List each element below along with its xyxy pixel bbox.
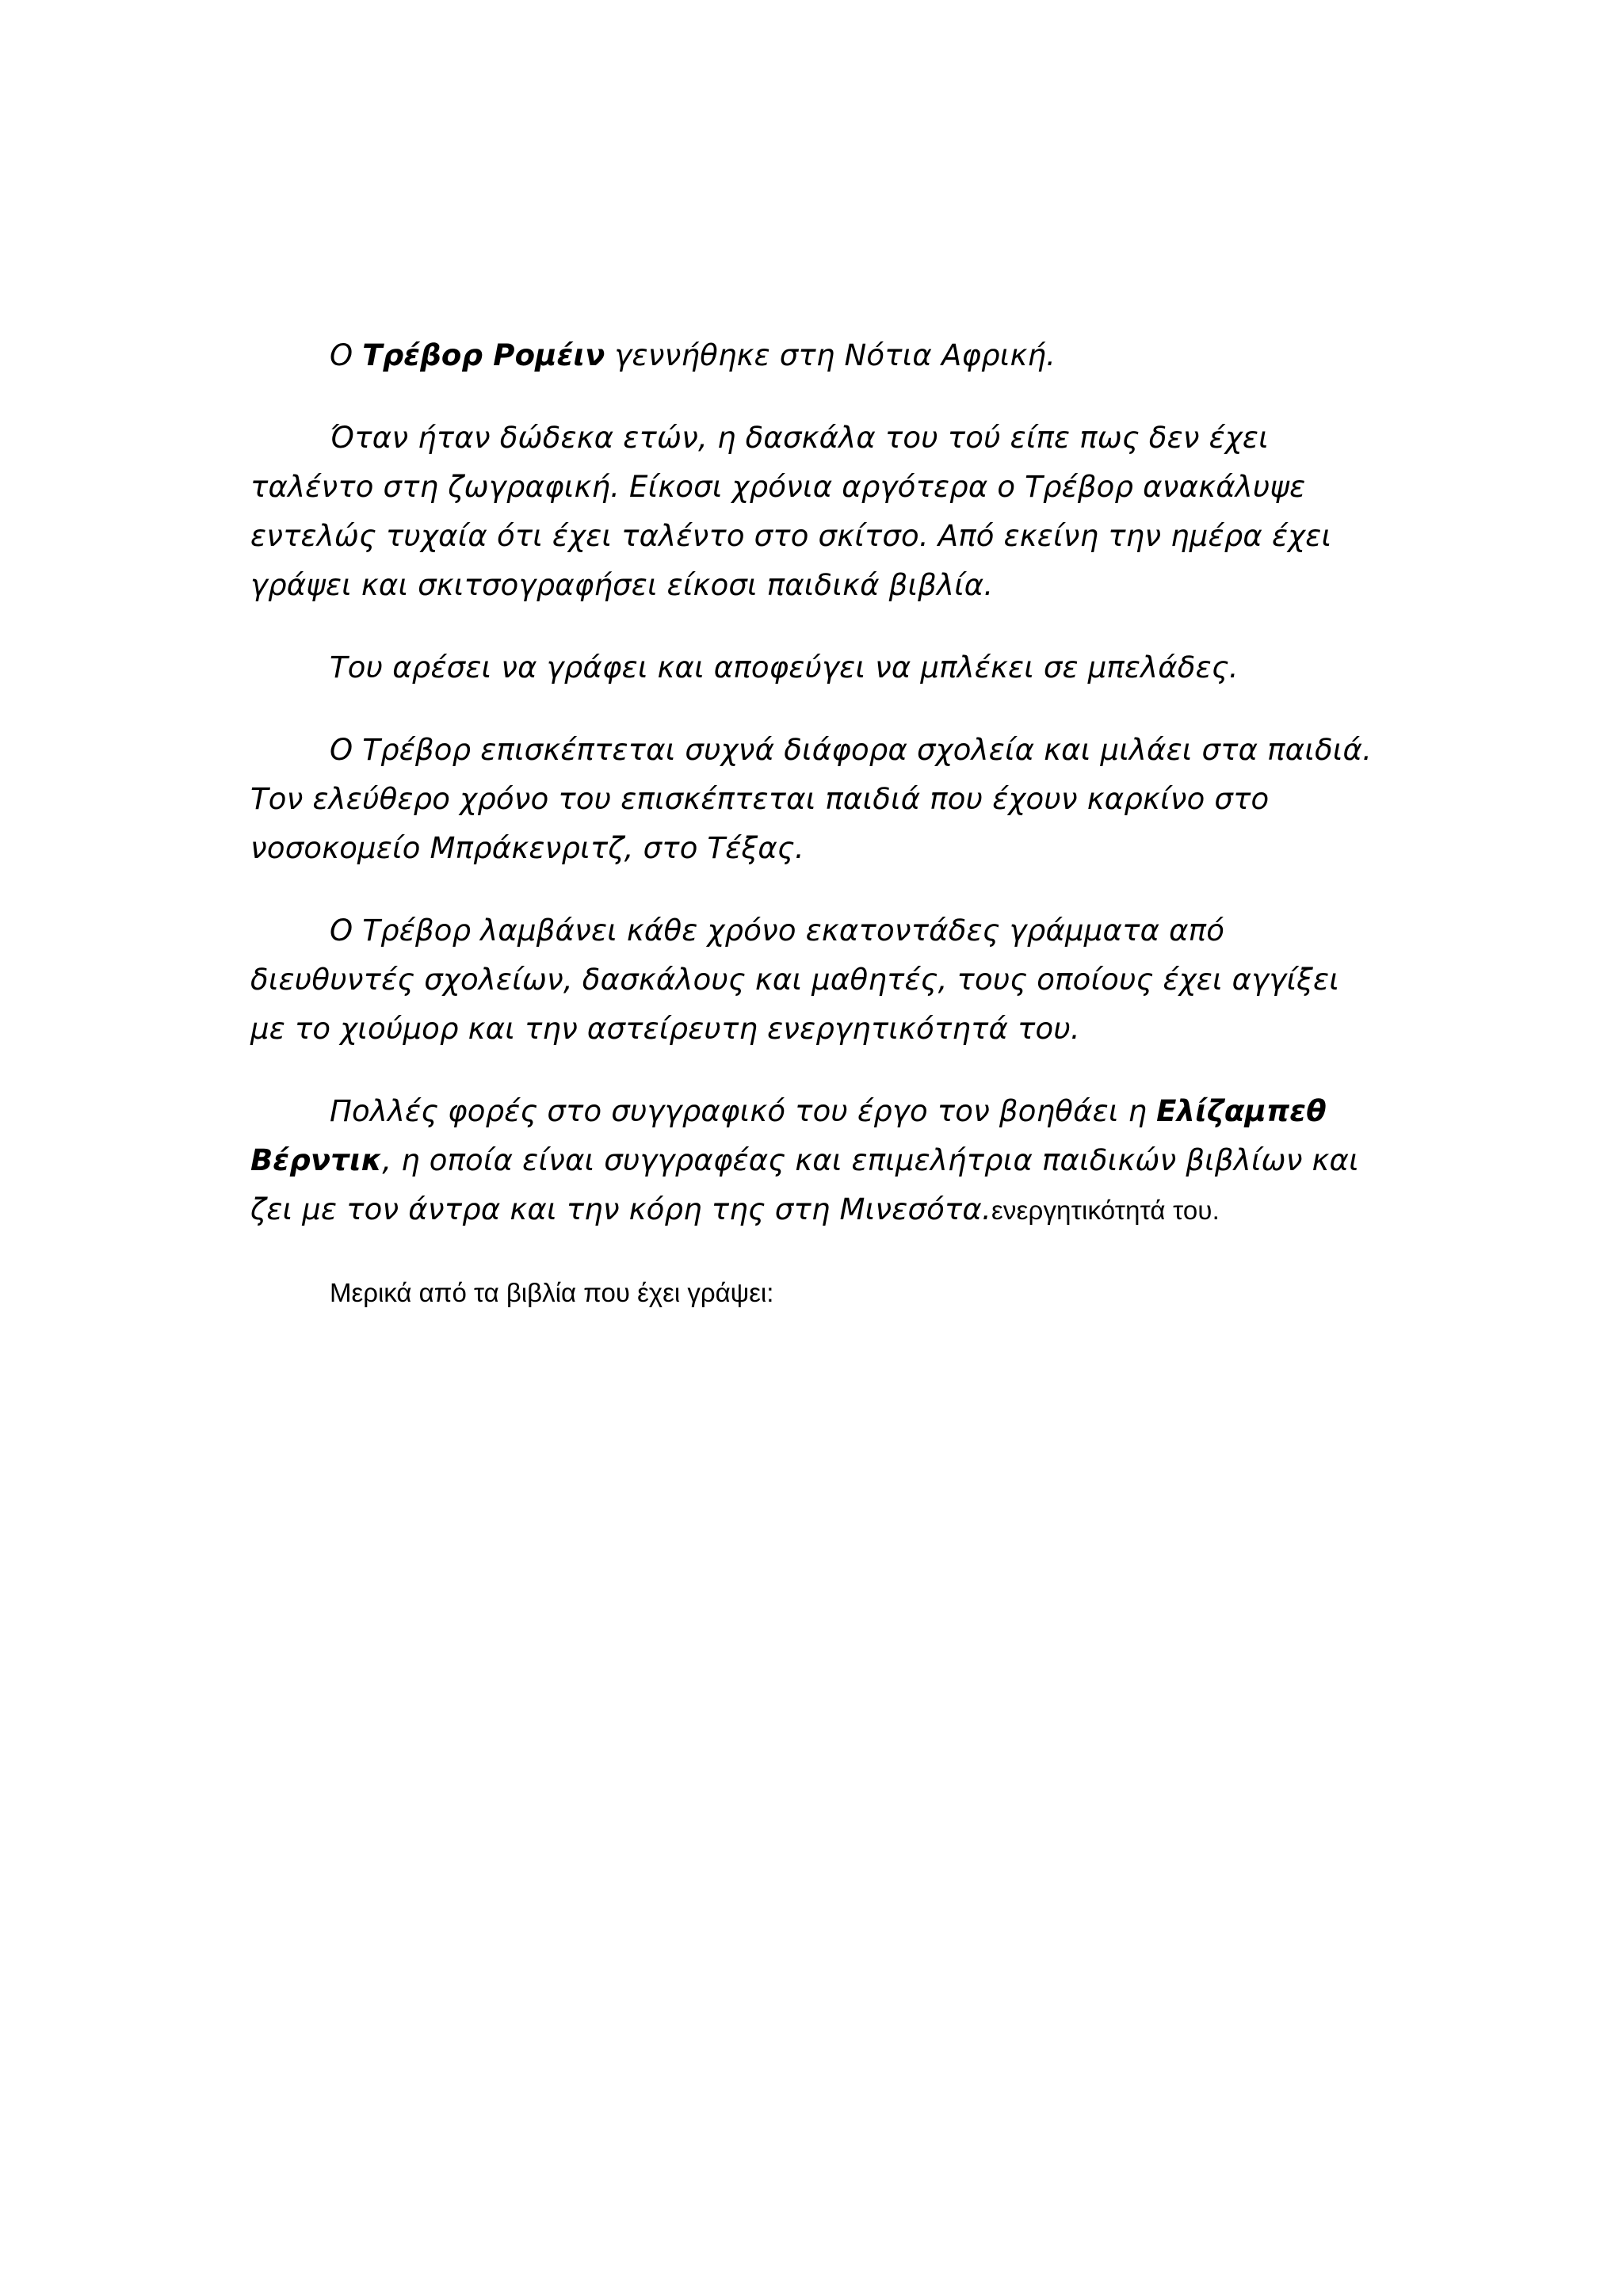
author-name: Τρέβορ Ρομέιν [362, 338, 605, 372]
collaborator-name: Ελίζαμπεθ Βέρντικ [250, 1094, 1327, 1177]
paragraph-collaborator-post: , η οποία είναι συγγραφέας και επιμελήτρια παιδικών βιβλίων και ζει με τον άντρα και την κόρη της στη Μινεσότα. [250, 1143, 1359, 1226]
paragraph-childhood: Όταν ήταν δώδεκα ετών, η δασκάλα του τού είπε πως δεν έχει ταλέντο στη ζωγραφική. Είκοσι χρόνια αργότερα ο Τρέβορ ανακάλυψε εντελώς τυχαία ότι έχει ταλέντο στο σκίτσο. Από εκείνη την ημέρα έχει γράψει και σκιτσογραφήσει είκοσι παιδικά βιβλία. [250, 421, 1332, 602]
paragraph-school-visits: Ο Τρέβορ επισκέπτεται συχνά διάφορα σχολεία και μιλάει στα παιδιά. Τον ελεύθερο χρόνο του επισκέπτεται παιδιά που έχουν καρκίνο στο νοσοκομείο Μπράκενριτζ, στο Τέξας. [250, 733, 1373, 865]
paragraph-birth-post: γεννήθηκε στη Νότια Αφρική. [605, 338, 1056, 372]
paragraph-likes: Του αρέσει να γράφει και αποφεύγει να μπλέκει σε μπελάδες. [330, 650, 1239, 685]
paragraph-birth-pre: Ο [330, 338, 363, 372]
paragraph-collaborator-pre: Πολλές φορές στο συγγραφικό του έργο τον βοηθάει η [330, 1094, 1157, 1128]
books-intro: Μερικά από τα βιβλία που έχει γράψει: [330, 1278, 774, 1307]
paragraph-birth [250, 331, 1376, 380]
document-body [250, 331, 1376, 1318]
paragraph-collaborator [250, 1087, 1376, 1235]
paragraph-collaborator-tail: ενεργητικότητά του. [991, 1196, 1220, 1225]
paragraph-letters: Ο Τρέβορ λαμβάνει κάθε χρόνο εκατοντάδες γράμματα από διευθυντές σχολείων, δασκάλους και μαθητές, τους οποίους έχει αγγίξει με το χιούμορ και την αστείρευτη ενεργητικότητά του. [250, 913, 1339, 1046]
